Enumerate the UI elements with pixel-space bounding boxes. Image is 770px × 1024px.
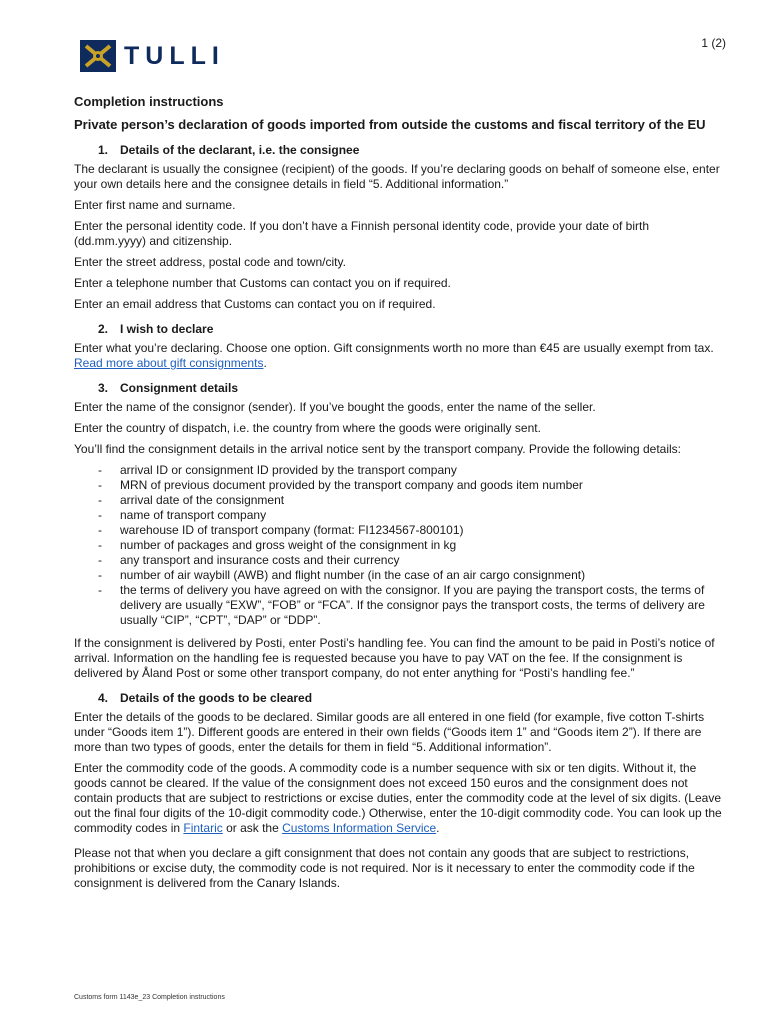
page-subtitle: Private person’s declaration of goods imported from outside the customs and fiscal territory of the EU (74, 117, 706, 132)
list-item: - number of packages and gross weight of the consignment in kg (74, 538, 724, 553)
tulli-logo (80, 38, 230, 74)
paragraph: Enter the street address, postal code and town/city. (74, 255, 346, 269)
list-item: - name of transport company (74, 508, 724, 523)
section-1-heading (74, 143, 724, 158)
fintaric-link[interactable]: Fintaric (183, 821, 223, 835)
section-number: 1. (98, 143, 109, 157)
logo-wordmark: TULLI (124, 41, 225, 70)
text: Enter what you’re declaring. Choose one option. Gift consignments worth no more than €45 are usually exempt from tax. (74, 341, 714, 355)
list-item: - any transport and insurance costs and their currency (74, 553, 724, 568)
paragraph: Enter the details of the goods to be declared. Similar goods are all entered in one field (for example, five cotton T-shirts under “Goods item 1”). Different goods are entered in their own fields (“Goods item 1” and “Goods item 2”). If there are more than two types of goods, enter the details for them in field “5. Additional information”. (74, 710, 705, 754)
paragraph: Enter the name of the consignor (sender). If you’ve bought the goods, enter the name of the seller. (74, 400, 596, 414)
section-4-heading (74, 691, 724, 706)
text: or ask the (222, 821, 283, 835)
section-number: 4. (98, 691, 109, 705)
paragraph: Enter a telephone number that Customs can contact you on if required. (74, 276, 451, 290)
list-item: - arrival ID or consignment ID provided by the transport company (74, 463, 724, 478)
page-title: Completion instructions (74, 94, 224, 109)
paragraph: If the consignment is delivered by Posti, enter Posti’s handling fee. You can find the amount to be paid in Posti’s notice of arrival. Information on the handling fee is requested because you have to pay VAT on the fee. If the consignment is delivered by Åland Post or some other transport company, do not enter anything for “Posti’s handling fee.” (74, 636, 715, 680)
document-body (74, 94, 724, 897)
text: . (263, 356, 267, 370)
paragraph (74, 761, 724, 836)
section-3-heading (74, 381, 724, 396)
consignment-details-list (74, 463, 724, 628)
list-item: - arrival date of the consignment (74, 493, 724, 508)
paragraph: Enter the country of dispatch, i.e. the country from where the goods were originally sent. (74, 421, 541, 435)
section-title: Details of the goods to be cleared (120, 691, 313, 705)
paragraph: Enter first name and surname. (74, 198, 236, 212)
section-number: 3. (98, 381, 109, 395)
page-number: 1 (2) (701, 36, 726, 50)
section-title: I wish to declare (120, 322, 214, 336)
paragraph: The declarant is usually the consignee (recipient) of the goods. If you’re declaring goods on behalf of someone else, enter your own details here and the consignee details in field “5. Additional information.” (74, 162, 720, 191)
paragraph: Please not that when you declare a gift consignment that does not contain any goods that are subject to restrictions, prohibitions or excise duty, the commodity code is not required. Nor is it necessary to enter the commodity code if the consignment is delivered from the Canary Islands. (74, 846, 695, 890)
gift-consignments-link[interactable]: Read more about gift consignments (74, 356, 264, 370)
crest-icon (80, 40, 116, 72)
customs-information-service-link[interactable]: Customs Information Service (282, 821, 437, 835)
text: Enter the commodity code of the goods. A commodity code is a number sequence with six or ten digits. Without it, the goods cannot be cleared. If the value of the consignment does not exceed 150 euros and the consignment does not contain products that are subject to restrictions or excise duties, enter the commodity code at the level of six digits. (Leave out the final four digits of the 10-digit commodity code.) Otherwise, enter the 10-digit commodity code. You can look up the commodity codes in (74, 761, 722, 835)
paragraph (74, 341, 724, 371)
paragraph: Enter an email address that Customs can contact you on if required. (74, 297, 436, 311)
section-number: 2. (98, 322, 109, 336)
section-2-heading (74, 322, 724, 337)
paragraph: Enter the personal identity code. If you don’t have a Finnish personal identity code, provide your date of birth (dd.mm.yyyy) and citizenship. (74, 219, 650, 248)
list-item: - number of air waybill (AWB) and flight number (in the case of an air cargo consignment) (74, 568, 724, 583)
section-title: Details of the declarant, i.e. the consignee (120, 143, 360, 157)
section-title: Consignment details (120, 381, 239, 395)
list-item: - warehouse ID of transport company (format: FI1234567-800101) (74, 523, 724, 538)
paragraph: You’ll find the consignment details in the arrival notice sent by the transport company. Provide the following details: (74, 442, 682, 456)
footer: Customs form 1143e_23 Completion instructions (74, 994, 225, 1001)
list-item: - MRN of previous document provided by the transport company and goods item number (74, 478, 724, 493)
list-item: - the terms of delivery you have agreed on with the consignor. If you are paying the transport costs, the terms of delivery are usually “EXW”, “FOB” or “FCA”. If the consignor pays the transport costs, the terms of delivery are usually “CIP”, “CPT”, “DAP” or “DDP”. (74, 583, 724, 628)
text: . (436, 821, 440, 835)
